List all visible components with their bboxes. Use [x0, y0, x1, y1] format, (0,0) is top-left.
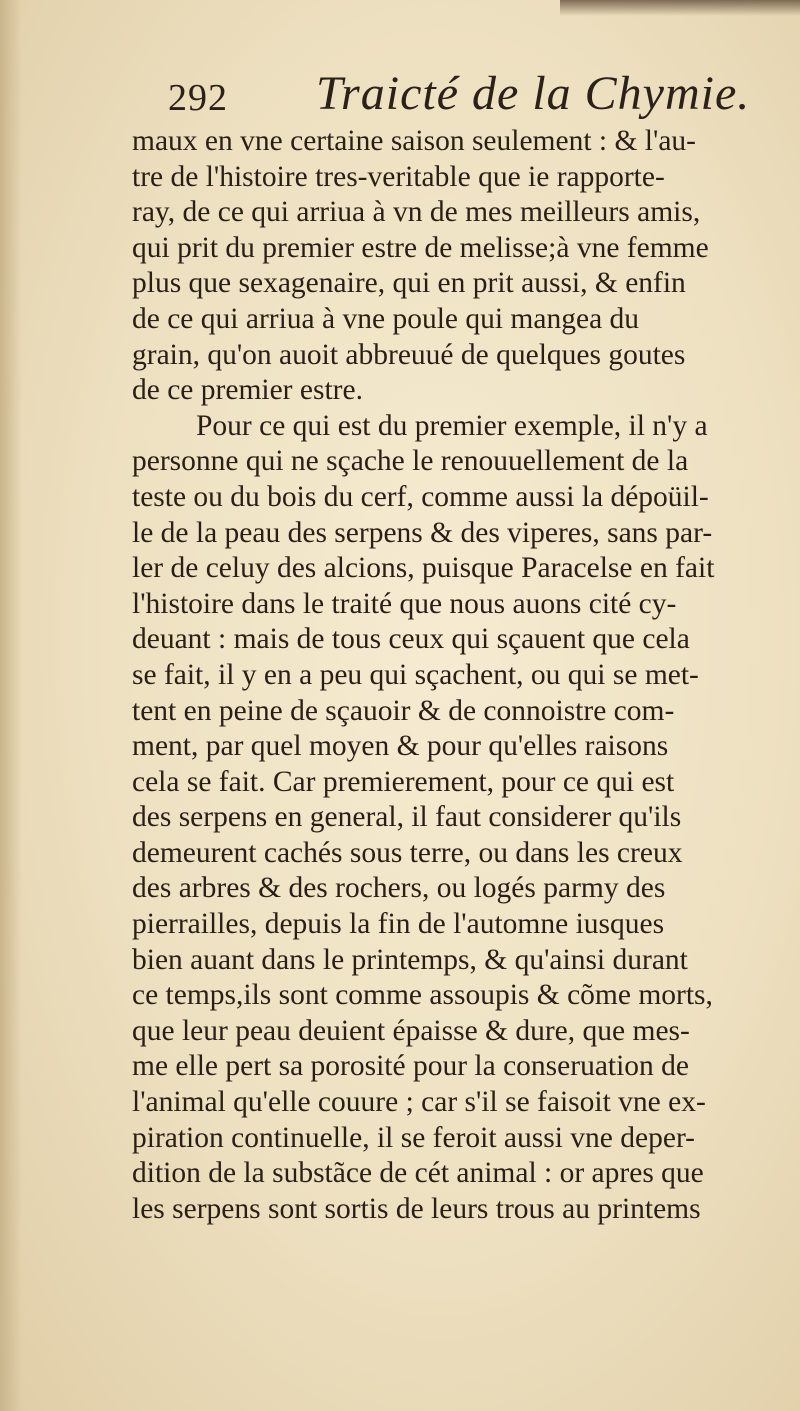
running-title: Traicté de la Chymie. [316, 67, 751, 120]
text-line: le de la peau des serpens & des viperes, sans par- [132, 516, 713, 549]
text-line: se fait, il y en a peu qui sçachent, ou qui se met- [132, 658, 699, 691]
text-line: plus que sexagenaire, qui en prit aussi, & enfin [132, 267, 686, 300]
text-line: de ce qui arriua à vne poule qui mangea du [132, 302, 640, 335]
text-line: les serpens sont sortis de leurs trous au printems [132, 1192, 701, 1225]
text-line: qui prit du premier estre de melisse;à vne femme [132, 231, 709, 264]
text-line: teste ou du bois du cerf, comme aussi la dépoüil- [132, 480, 709, 513]
text-line: pierrailles, depuis la fin de l'automne iusques [132, 908, 665, 941]
text-line: que leur peau deuient épaisse & dure, que mes- [132, 1014, 690, 1047]
text-line: l'animal qu'elle couure ; car s'il se faisoit vne ex- [132, 1086, 706, 1119]
text-line: bien auant dans le printemps, & qu'ainsi durant [132, 943, 688, 976]
paragraph-start-line: Pour ce qui est du premier exemple, il n'y a [196, 409, 708, 442]
page-top-edge [560, 0, 800, 16]
text-line: tent en peine de sçauoir & de connoistre com- [132, 694, 675, 727]
text-line: deuant : mais de tous ceux qui sçauent que cela [132, 623, 690, 656]
text-line: demeurent cachés sous terre, ou dans les creux [132, 836, 683, 869]
text-line: tre de l'histoire tres-veritable que ie rapporte- [132, 160, 665, 193]
text-line: ray, de ce qui arriua à vn de mes meilleurs amis, [132, 196, 701, 229]
text-line: maux en vne certaine saison seulement : & l'au- [132, 125, 696, 157]
page-number: 292 [168, 77, 228, 119]
text-line: cela se fait. Car premierement, pour ce qui est [132, 765, 675, 798]
text-line: me elle pert sa porosité pour la conseruation de [132, 1050, 690, 1083]
text-line: de ce premier estre. [132, 374, 363, 407]
text-line: des arbres & des rochers, ou logés parmy des [132, 872, 666, 905]
text-line: ler de celuy des alcions, puisque Paracelse en fait [132, 552, 715, 585]
text-line: ce temps,ils sont comme assoupis & cõme morts, [132, 979, 713, 1012]
text-line: piration continuelle, il se feroit aussi vne deper- [132, 1121, 696, 1154]
text-line: personne qui ne sçache le renouuellement de la [132, 445, 689, 478]
text-line: ment, par quel moyen & pour qu'elles raisons [132, 730, 669, 763]
text-line: l'histoire dans le traité que nous auons cité cy- [132, 587, 677, 620]
text-line: dition de la substãce de cét animal : or apres que [132, 1157, 704, 1190]
text-line: grain, qu'on auoit abbreuué de quelques goutes [132, 338, 686, 371]
text-line: des serpens en general, il faut considerer qu'ils [132, 801, 682, 834]
body-text [132, 124, 790, 1227]
page-gutter-shadow [0, 0, 22, 1411]
page-header [168, 66, 751, 126]
